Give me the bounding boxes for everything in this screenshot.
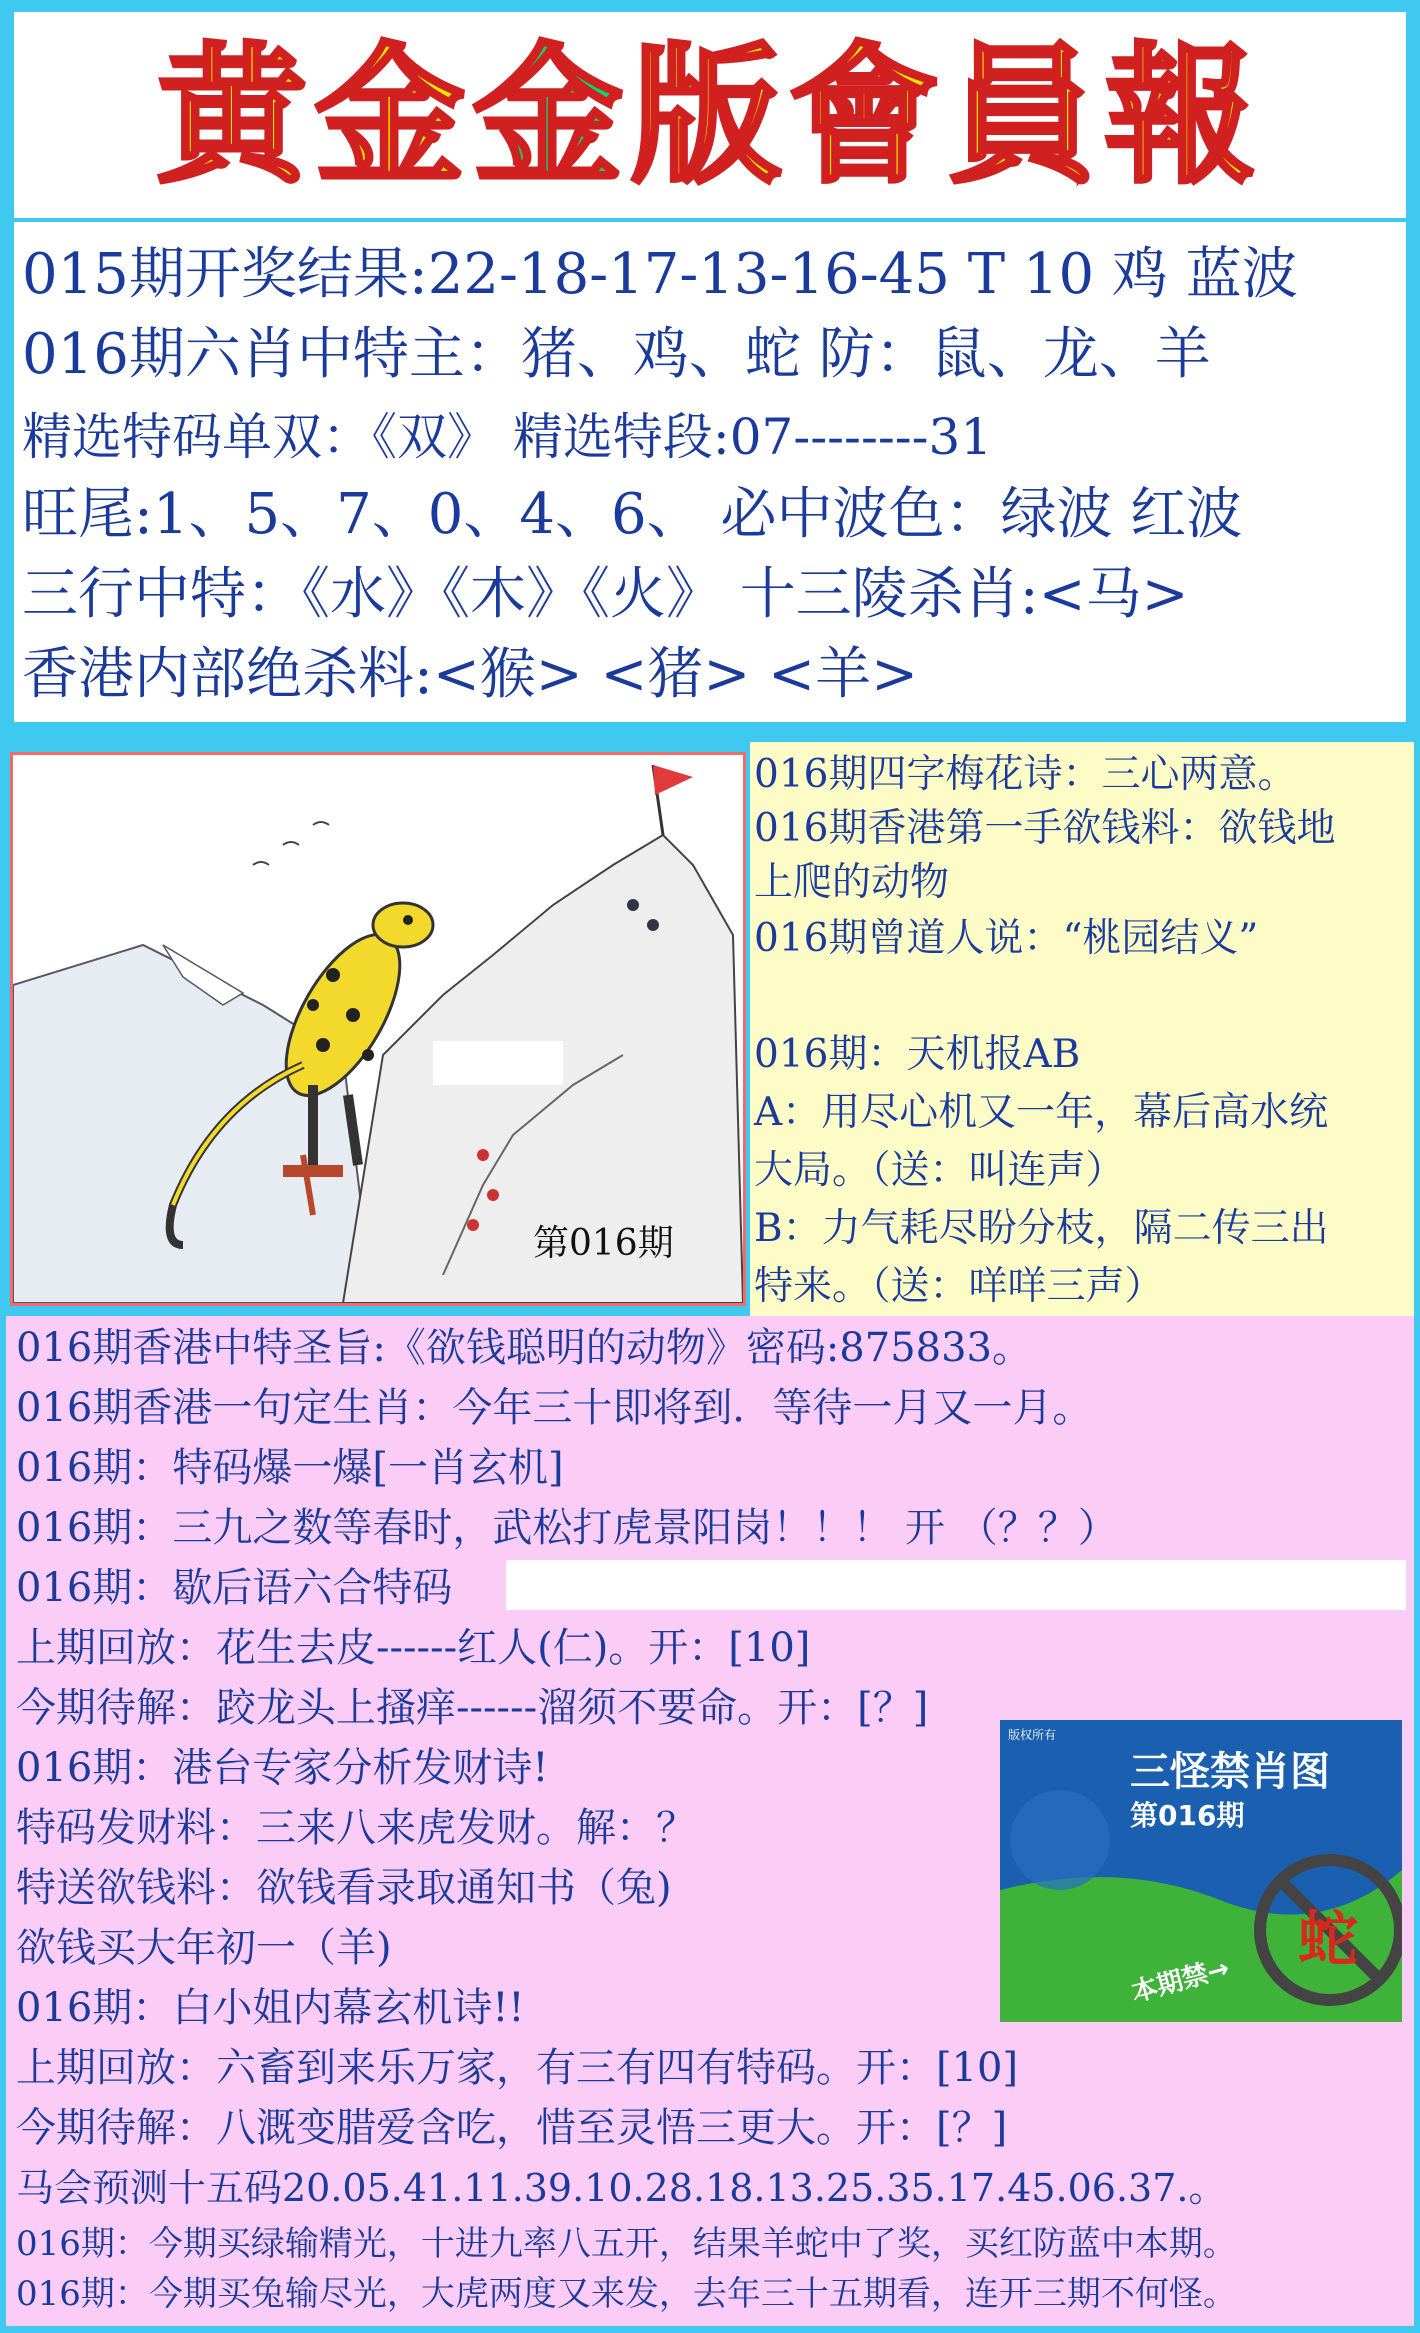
info-line: 三行中特：《水》《木》《火》 十三陵杀肖:<马>	[22, 562, 1189, 627]
title-char: 版	[630, 30, 789, 204]
tip-line: 上期回放：花生去皮------红人(仁)。开：[10]	[16, 1625, 811, 1671]
cartoon-picture	[10, 752, 746, 1306]
tip-line: 今期待解：跤龙头上搔痒------溜须不要命。开：[？]	[16, 1685, 929, 1731]
tip-line: 今期待解：八溉变腊爱含吃，惜至灵悟三更大。开：[？]	[16, 2105, 1008, 2151]
tip-line: 016期：今期买绿输精光，十进九率八五开，结果羊蛇中了奖，买红防蓝中本期。	[16, 2224, 1237, 2264]
title-char: 報	[1105, 30, 1264, 204]
picture-caption: 第016期	[533, 1223, 674, 1264]
inset-banned-char: 蛇	[1298, 1905, 1358, 1975]
white-patch	[433, 1041, 563, 1085]
title-banner	[14, 12, 1406, 218]
info-line: 015期开奖结果:22-18-17-13-16-45 T 10 鸡 蓝波	[22, 242, 1298, 307]
poem-line: 016期香港第一手欲钱料：欲钱地	[754, 806, 1336, 851]
title-char: 黄	[156, 30, 315, 204]
poem-line: 大局。（送：叫连声）	[754, 1148, 1125, 1193]
tip-line: 016期：白小姐内幕玄机诗!!	[16, 1985, 525, 2031]
tip-line: 016期：今期买兔输尽光，大虎两度又来发，去年三十五期看，连开三期不何怪。	[16, 2274, 1237, 2314]
white-patch	[506, 1560, 1406, 1610]
tip-line: 016期：港台专家分析发财诗!	[16, 1745, 549, 1791]
prediction-panel	[14, 222, 1406, 722]
poem-line: 016期四字梅花诗：三心两意。	[754, 752, 1297, 797]
info-line: 精选特码单双：《双》 精选特段:07--------31	[22, 408, 993, 466]
info-line: 016期六肖中特主：猪、鸡、蛇 防：鼠、龙、羊	[22, 322, 1211, 387]
inset-tag: 本期禁→	[1128, 1953, 1233, 2009]
info-line: 香港内部绝杀料:<猴> <猪> <羊>	[22, 642, 918, 707]
poem-line: B：力气耗尽盼分枝，隔二传三出	[754, 1206, 1329, 1251]
page-title	[14, 32, 1406, 202]
title-char: 金	[472, 30, 631, 204]
tip-line: 欲钱买大年初一（羊)	[16, 1925, 392, 1971]
poem-line: A：用尽心机又一年，幕后高水统	[754, 1090, 1329, 1135]
tip-line: 特码发财料：三来八来虎发财。解：？	[16, 1805, 696, 1851]
title-char: 金	[314, 30, 473, 204]
tip-line: 马会预测十五码20.05.41.11.39.10.28.18.13.25.35.17.45.06.37.。	[16, 2166, 1227, 2210]
poem-line: 特来。（送：咩咩三声）	[754, 1264, 1164, 1309]
tip-line: 特送欲钱料：欲钱看录取通知书（兔)	[16, 1865, 672, 1911]
tip-line: 016期：特码爆一爆[一肖玄机]	[16, 1445, 564, 1491]
tip-line: 016期：三九之数等春时，武松打虎景阳岗！！！ 开 （？？）	[16, 1505, 1118, 1551]
poem-line: 上爬的动物	[754, 860, 950, 905]
title-char: 會	[789, 30, 948, 204]
tip-line: 016期香港一句定生肖：今年三十即将到．等待一月又一月。	[16, 1385, 1093, 1431]
title-char: 員	[947, 30, 1106, 204]
banned-zodiac-image	[1000, 1720, 1402, 2022]
tip-line: 上期回放：六畜到来乐万家，有三有四有特码。开：[10]	[16, 2045, 1019, 2091]
inset-title: 三怪禁肖图	[1130, 1749, 1330, 1795]
poem-line: 016期：天机报AB	[754, 1032, 1081, 1077]
info-line: 旺尾:1、5、7、0、4、6、 必中波色：绿波 红波	[22, 482, 1243, 547]
poem-line: 016期曾道人说：“桃园结义”	[754, 916, 1259, 961]
inset-issue: 第016期	[1130, 1799, 1245, 1832]
tip-line: 016期：歇后语六合特码	[16, 1565, 453, 1611]
poem-panel	[750, 742, 1414, 1316]
tip-line: 016期香港中特圣旨:《欲钱聪明的动物》密码:875833。	[16, 1325, 1032, 1371]
inset-corner-text: 版权所有	[1008, 1728, 1057, 1742]
